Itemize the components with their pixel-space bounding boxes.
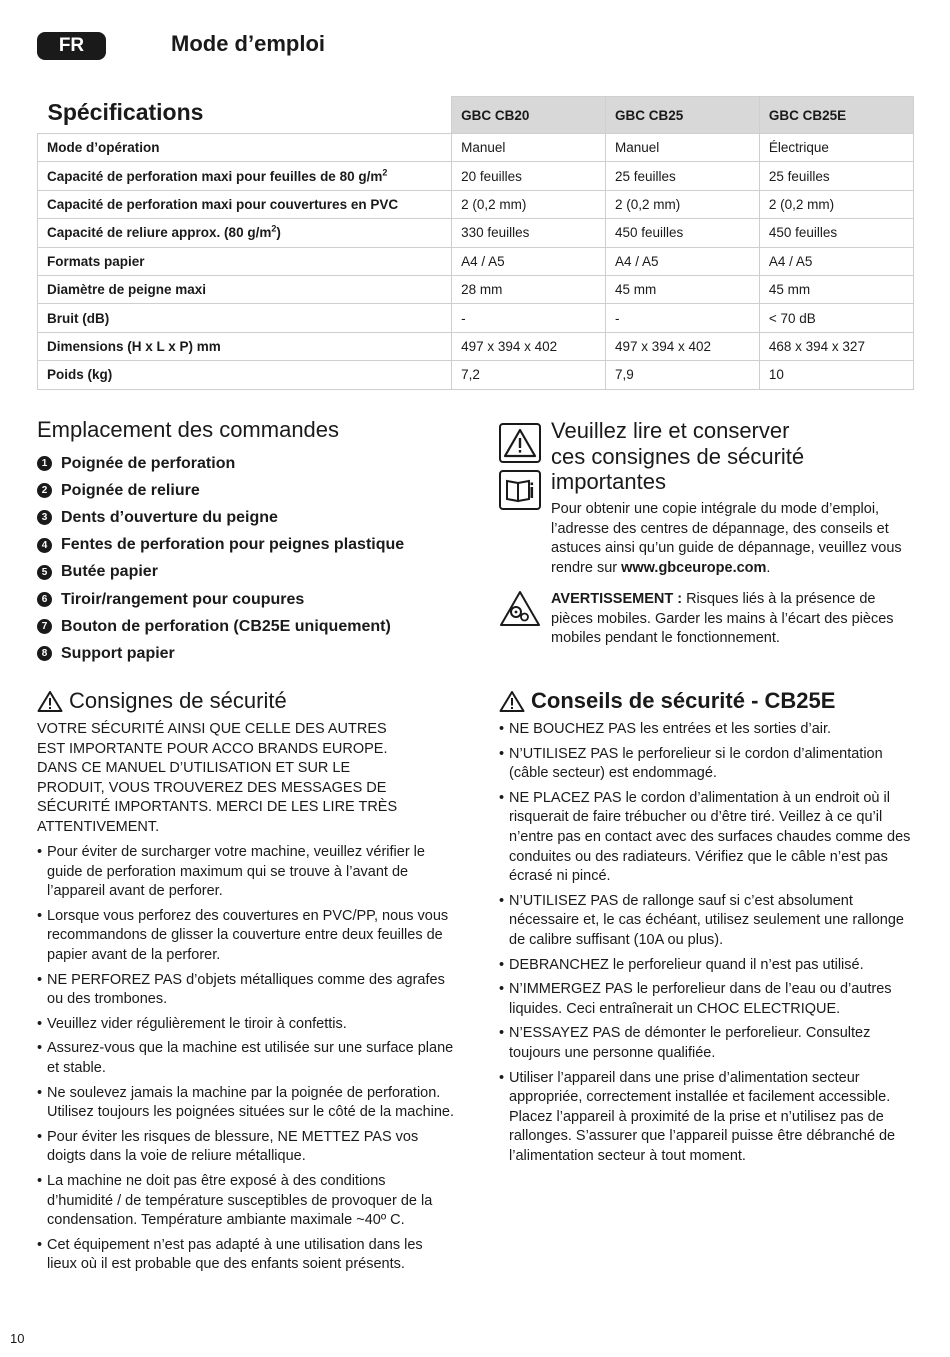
- safety-intro: VOTRE SÉCURITÉ AINSI QUE CELLE DES AUTRES EST IMPORTANTE POUR ACCO BRANDS EUROPE. DANS CE MANUEL D’UTILISATION ET SUR LE PRODUIT, VOUS TROUVEREZ DES MESSAGES DE SÉCURITÉ IMPORTANTS. MERCI DE LES LIRE TRÈS ATTENTIVEMENT.: [37, 721, 398, 835]
- table-row: [38, 162, 914, 190]
- spec-value: 10: [759, 361, 913, 389]
- page-number: 10: [10, 1331, 25, 1346]
- spec-value: 450 feuilles: [759, 219, 913, 247]
- control-label: Fentes de perforation pour peignes plastique: [61, 536, 405, 554]
- specs-title-cell: [38, 97, 452, 134]
- control-item: [37, 586, 404, 613]
- control-item: [37, 559, 404, 586]
- read-keep-end: .: [766, 559, 771, 576]
- specifications-table: [37, 96, 914, 390]
- tip-bullet: • N’ESSAYEZ PAS de démonter le perforelieur. Consultez toujours une personne qualifiée.: [499, 1024, 913, 1063]
- website-link[interactable]: www.gbceurope.com: [621, 559, 767, 576]
- table-row: [38, 190, 914, 218]
- control-number: 1: [37, 456, 52, 471]
- safety-bullet: • Lorsque vous perforez des couvertures en PVC/PP, nous vous recommandons de glisser la couverture entre deux feuilles de papier avant de la perforer.: [37, 907, 455, 966]
- page-title: Mode d’emploi: [171, 31, 325, 56]
- spec-value: A4 / A5: [605, 247, 759, 275]
- read-keep-title-line: importantes: [551, 469, 666, 494]
- spec-value: 20 feuilles: [452, 162, 606, 190]
- spec-value: -: [452, 304, 606, 332]
- control-number: 7: [37, 619, 52, 634]
- read-keep-title: [551, 418, 804, 495]
- spec-label: Capacité de perforation maxi pour couvertures en PVC: [38, 190, 452, 218]
- control-item: [37, 504, 404, 531]
- tips-heading: [499, 688, 835, 714]
- table-row: [38, 134, 914, 162]
- table-row: [38, 219, 914, 247]
- safety-bullet: • Pour éviter de surcharger votre machine, veuillez vérifier le guide de perforation maximum qui se trouve à l’avant de l’appareil avant de perforer.: [37, 843, 455, 902]
- tip-bullet: • DEBRANCHEZ le perforelieur quand il n’est pas utilisé.: [499, 956, 913, 976]
- spec-label: Capacité de perforation maxi pour feuilles de 80 $g/m^2$: [38, 162, 452, 190]
- control-number: 2: [37, 483, 52, 498]
- tip-bullet: • NE BOUCHEZ PAS les entrées et les sorties d’air.: [499, 720, 913, 740]
- spec-label: Mode d’opération: [38, 134, 452, 162]
- read-keep-body: Pour obtenir une copie intégrale du mode d’emploi, l’adresse des centres de dépannage, des conseils et astuces ainsi qu’un guide de dépannage, veuillez vous rendre sur: [551, 501, 902, 576]
- tips-title: Conseils de sécurité - CB25E: [531, 688, 836, 713]
- control-label: Bouton de perforation (CB25E uniquement): [61, 617, 391, 635]
- read-keep-title-line: ces consignes de sécurité: [551, 443, 805, 469]
- spec-value: Manuel: [452, 134, 606, 162]
- safety-heading: [37, 688, 287, 714]
- warning-label: AVERTISSEMENT :: [551, 591, 683, 607]
- control-number: 3: [37, 510, 52, 525]
- table-row: [38, 247, 914, 275]
- tip-bullet: • NE PLACEZ PAS le cordon d’alimentation à un endroit où il risquerait de faire trébucher ou d’être tiré. Veillez à ce qu’il n’entre pas en contact avec des surfaces chaudes comme des conduites ou des radiateurs. Vérifiez que le câble n’est pas écrasé ni pincé.: [499, 789, 913, 887]
- control-number: 8: [37, 646, 52, 661]
- spec-value: 7,9: [605, 361, 759, 389]
- control-item: [37, 532, 404, 559]
- spec-value: Électrique: [759, 134, 913, 162]
- safety-bullet: • La machine ne doit pas être exposé à des conditions d’humidité / de température susceptibles de provoquer de la condensation. Température ambiante maximale ~40º C.: [37, 1172, 455, 1231]
- tip-bullet: • N’UTILISEZ PAS de rallonge sauf si c’est absolument nécessaire et, le cas échéant, utilisez seulement une rallonge de calibre suffisant (10A ou plus).: [499, 892, 913, 951]
- table-header-row: [38, 97, 914, 134]
- tip-bullet: • N’IMMERGEZ PAS le perforelieur dans de l’eau ou d’autres liquides. Ceci entraînerait un CHOC ELECTRIQUE.: [499, 980, 913, 1019]
- model-header: GBC CB20: [452, 97, 606, 134]
- moving-parts-warning: [551, 590, 913, 649]
- spec-value: 45 mm: [605, 275, 759, 303]
- spec-value: 45 mm: [759, 275, 913, 303]
- control-label: Poignée de perforation: [61, 454, 236, 472]
- spec-value: 2 (0,2 mm): [452, 190, 606, 218]
- model-header: GBC CB25E: [759, 97, 913, 134]
- control-label: Tiroir/rangement pour coupures: [61, 590, 305, 608]
- controls-list: [37, 450, 404, 668]
- controls-title: Emplacement des commandes: [37, 417, 340, 442]
- spec-label: Formats papier: [38, 247, 452, 275]
- spec-value: 25 feuilles: [759, 162, 913, 190]
- control-label: Butée papier: [61, 563, 158, 581]
- control-number: 6: [37, 592, 52, 607]
- safety-bullet: • Cet équipement n’est pas adapté à une utilisation dans les lieux où il est probable que des enfants soient présents.: [37, 1236, 455, 1275]
- spec-value: 330 feuilles: [452, 219, 606, 247]
- control-number: 5: [37, 565, 52, 580]
- safety-bullet: • NE PERFOREZ PAS d’objets métalliques comme des agrafes ou des trombones.: [37, 971, 455, 1010]
- control-label: Poignée de reliure: [61, 481, 200, 499]
- spec-value: 497 x 394 x 402: [605, 332, 759, 360]
- control-item: [37, 613, 404, 640]
- spec-value: 25 feuilles: [605, 162, 759, 190]
- spec-value: 450 feuilles: [605, 219, 759, 247]
- manual-info-icon: [499, 470, 541, 510]
- spec-label: Bruit (dB): [38, 304, 452, 332]
- safety-bullet: • Assurez-vous que la machine est utilisée sur une surface plane et stable.: [37, 1039, 455, 1078]
- spec-label: Dimensions (H x L x P) mm: [38, 332, 452, 360]
- read-keep-text: [551, 500, 913, 578]
- safety-bullet: • Pour éviter les risques de blessure, NE METTEZ PAS vos doigts dans la voie de reliure métallique.: [37, 1128, 455, 1167]
- warning-triangle-icon: [499, 690, 525, 713]
- spec-label: Capacité de reliure approx. (80 $g/m^2$): [38, 219, 452, 247]
- model-header: GBC CB25: [605, 97, 759, 134]
- warning-triangle-icon: [499, 423, 541, 463]
- safety-bullet: • Veuillez vider régulièrement le tiroir à confettis.: [37, 1015, 455, 1035]
- language-badge: FR: [37, 32, 106, 60]
- spec-value: -: [605, 304, 759, 332]
- control-label: Dents d’ouverture du peigne: [61, 508, 278, 526]
- spec-value: A4 / A5: [759, 247, 913, 275]
- tip-bullet: • Utiliser l’appareil dans une prise d’alimentation secteur appropriée, correctement installée et facilement accessible. Placez l’appareil à proximité de la prise et n’utilisez pas de rallonges. S’assurer que l’appareil puisse être débranché de l’alimentation secteur à tout moment.: [499, 1069, 913, 1167]
- table-row: [38, 361, 914, 389]
- control-number: 4: [37, 538, 52, 553]
- warning-triangle-icon: [37, 690, 63, 713]
- safety-bullet: • Ne soulevez jamais la machine par la poignée de perforation. Utilisez toujours les poignées situées sur le côté de la machine.: [37, 1084, 455, 1123]
- spec-value: < 70 dB: [759, 304, 913, 332]
- safety-list: [37, 843, 455, 1280]
- tip-bullet: • N’UTILISEZ PAS le perforelieur si le cordon d’alimentation (câble secteur) est endommagé.: [499, 745, 913, 784]
- spec-value: 7,2: [452, 361, 606, 389]
- spec-label: Poids (kg): [38, 361, 452, 389]
- tips-list: [499, 720, 913, 1171]
- spec-value: Manuel: [605, 134, 759, 162]
- warning-text: Risques liés à la présence de pièces mobiles. Garder les mains à l’écart des pièces mobiles pendant le fonctionnement.: [551, 591, 894, 647]
- safety-title: Consignes de sécurité: [69, 688, 287, 713]
- spec-label: Diamètre de peigne maxi: [38, 275, 452, 303]
- table-row: [38, 332, 914, 360]
- control-item: [37, 640, 404, 667]
- spec-value: 28 mm: [452, 275, 606, 303]
- table-row: [38, 304, 914, 332]
- spec-value: 497 x 394 x 402: [452, 332, 606, 360]
- control-item: [37, 477, 404, 504]
- control-item: [37, 450, 404, 477]
- read-keep-title-line: Veuillez lire et conserver: [551, 418, 790, 443]
- spec-value: 2 (0,2 mm): [759, 190, 913, 218]
- spec-value: 2 (0,2 mm): [605, 190, 759, 218]
- specs-title: Spécifications: [47, 99, 204, 126]
- control-label: Support papier: [61, 644, 175, 662]
- table-row: [38, 275, 914, 303]
- spec-value: 468 x 394 x 327: [759, 332, 913, 360]
- spec-value: A4 / A5: [452, 247, 606, 275]
- moving-parts-warning-icon: [499, 590, 541, 628]
